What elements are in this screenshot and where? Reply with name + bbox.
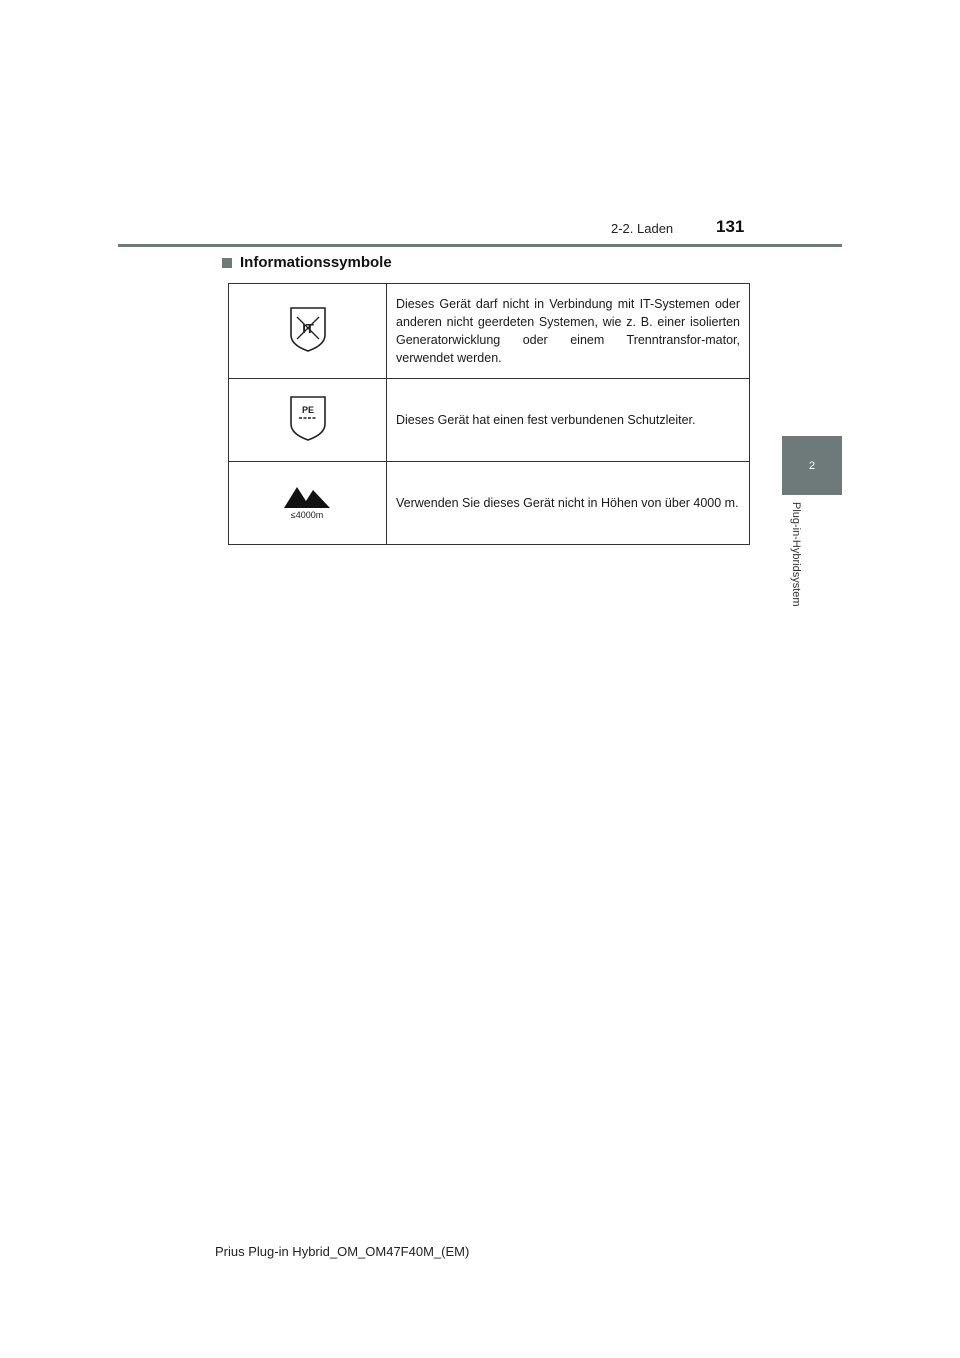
symbol-cell [229, 379, 387, 462]
symbol-cell [229, 284, 387, 379]
symbol-description: Verwenden Sie dieses Gerät nicht in Höhen von über 4000 m. [387, 462, 750, 545]
table-row [229, 462, 750, 545]
protective-earth-shield-icon [288, 394, 328, 442]
pe-icon-label: PE [301, 404, 314, 415]
it-icon-label: IT [301, 320, 314, 336]
square-bullet-icon [222, 258, 232, 268]
altitude-mountain-icon [280, 482, 336, 520]
chapter-tab[interactable] [782, 436, 842, 495]
table-row [229, 379, 750, 462]
symbol-description: Dieses Gerät hat einen fest verbundenen Schutzleiter. [387, 379, 750, 462]
table-row [229, 284, 750, 379]
it-system-prohibited-shield-icon [288, 305, 328, 353]
section-heading [222, 254, 392, 271]
page-number: 131 [716, 217, 745, 236]
altitude-icon-label: ≤4000m [290, 509, 323, 520]
symbol-cell [229, 462, 387, 545]
chapter-title-vertical: Plug-in-Hybridsystem [790, 502, 802, 607]
footer-document-id: Prius Plug-in Hybrid_OM_OM47F40M_(EM) [215, 1244, 470, 1259]
chapter-number: 2 [808, 459, 816, 472]
header-section-title: 2-2. Laden [611, 221, 674, 236]
symbol-description: Dieses Gerät darf nicht in Verbindung mit IT-Systemen oder anderen nicht geerdeten Systemen, wie z. B. einer isolierten Generatorwicklung oder einem Trenntransfor-mator, verwendet werden. [387, 284, 750, 379]
section-heading-text: Informationssymbole [240, 254, 392, 271]
header-divider [118, 244, 842, 247]
symbols-table [228, 283, 750, 545]
